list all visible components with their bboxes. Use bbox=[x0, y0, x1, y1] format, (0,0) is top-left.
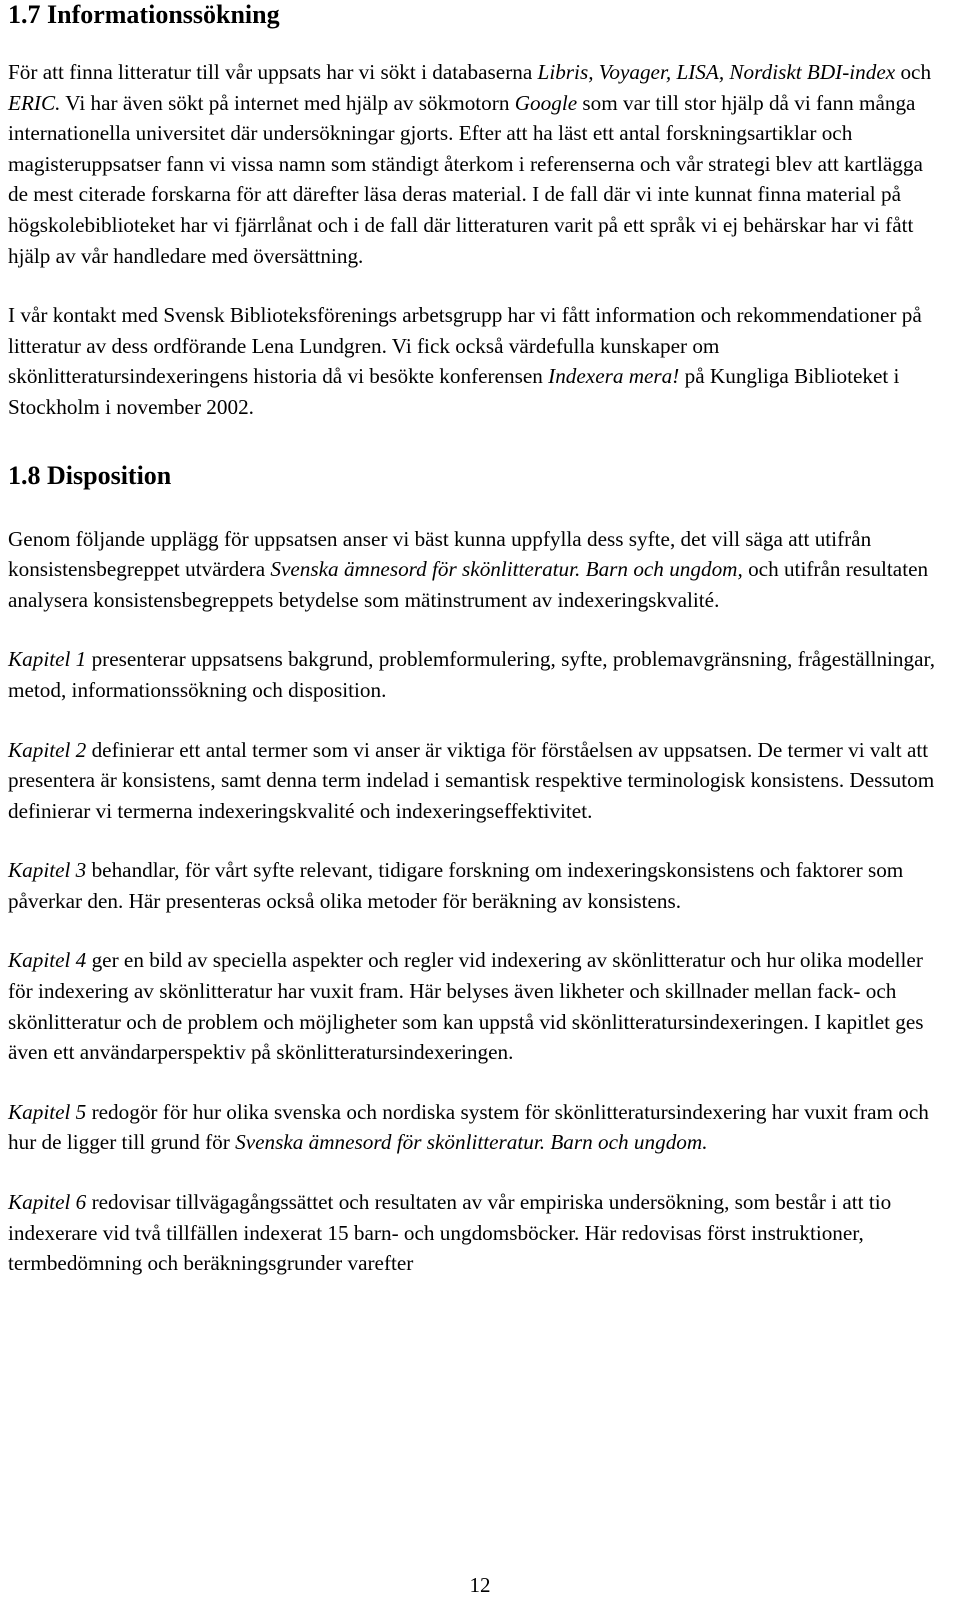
italic-run: Svenska ämnesord för skönlitteratur. Barn och ungdom, bbox=[270, 557, 743, 582]
text-run: I vår kontakt med Svensk Biblioteksförenings arbetsgrupp har vi fått information och rekommendationer på litteratur av dess ordförande Lena Lundgren. Vi fick också värdefulla kunskaper om skönlitteratursindexeringens historia då vi besökte konferensen bbox=[8, 303, 922, 389]
chapter-text: redogör för hur olika svenska och nordiska system för skönlitteratursindexering har vuxit fram och hur de ligger till grund för bbox=[8, 1099, 929, 1155]
text-run: Vi har även sökt på internet med hjälp av sökmotorn bbox=[60, 90, 515, 115]
text-run: För att finna litteratur till vår uppsats har vi sökt i databaserna bbox=[8, 60, 538, 84]
paragraph-informationssokning-2 bbox=[8, 300, 938, 422]
paragraph-kapitel-5 bbox=[8, 1097, 938, 1158]
paragraph-disposition-intro bbox=[8, 524, 938, 616]
chapter-text: redovisar tillvägagångssättet och resultaten av vår empiriska undersökning, som består i att tio indexerare vid två tillfällen indexerat 15 barn- och ungdomsböcker. Här redovisas först instruktioner, termbedömning och beräkningsgrunder varefter bbox=[8, 1190, 892, 1276]
paragraph-kapitel-3 bbox=[8, 855, 938, 916]
paragraph-kapitel-4 bbox=[8, 945, 938, 1067]
text-run: på Kungliga Biblioteket i Stockholm i november 2002. bbox=[8, 364, 900, 419]
italic-run: Google bbox=[514, 90, 578, 115]
chapter-label: Kapitel 1 bbox=[8, 647, 87, 672]
text-run: som var till stor hjälp då vi fann många internationella universitet där undersökningar gjorts. Efter att ha läst ett antal forskningsartiklar och magisteruppsatser fann vi vissa namn som ständigt återkom i referenserna och vår strategi blev att kartlägga de mest citerade forskarna för att därefter läsa deras material. I de fall där vi inte kunnat finna material på högskolebiblioteket har vi fjärrlånat och i de fall där litteraturen varit på ett språk vi ej behärskar har vi fått hjälp av vår handledare med översättning. bbox=[8, 90, 923, 268]
italic-run: ERIC. bbox=[8, 90, 61, 115]
text-run: Genom följande upplägg för uppsatsen anser vi bäst kunna uppfylla dess syfte, det vill säga att utifrån konsistensbegreppet utvärdera bbox=[8, 526, 872, 582]
chapter-label: Kapitel 4 bbox=[8, 948, 87, 973]
text-run: och utifrån resultaten analysera konsistensbegreppets betydelse som mätinstrument av indexeringskvalité. bbox=[8, 557, 929, 612]
chapter-text: presenterar uppsatsens bakgrund, problemformulering, syfte, problemavgränsning, frågeställningar, metod, informationssökning och disposition. bbox=[8, 647, 936, 702]
italic-run: Indexera mera! bbox=[548, 364, 680, 389]
paragraph-kapitel-2 bbox=[8, 735, 938, 827]
section-heading-disposition: 1.8 Disposition bbox=[8, 460, 172, 490]
chapter-label: Kapitel 2 bbox=[8, 737, 87, 762]
italic-run: Svenska ämnesord för skönlitteratur. Barn och ungdom. bbox=[235, 1130, 708, 1155]
section-heading-informationssokning: 1.7 Informationssökning bbox=[8, 0, 280, 29]
paragraph-kapitel-1 bbox=[8, 644, 938, 705]
chapter-text: definierar ett antal termer som vi anser är viktiga för förståelsen av uppsatsen. De termer vi valt att presentera är konsistens, samt denna term indelad i semantisk respektive terminologisk konsistens. Dessutom definierar vi termerna indexeringskvalité och indexeringseffektivitet. bbox=[8, 737, 935, 823]
chapter-label: Kapitel 3 bbox=[8, 858, 87, 883]
chapter-text: behandlar, för vårt syfte relevant, tidigare forskning om indexeringskonsistens och faktorer som påverkar den. Här presenteras också olika metoder för beräkning av konsistens. bbox=[8, 858, 904, 913]
chapter-label: Kapitel 6 bbox=[8, 1190, 87, 1215]
italic-run: Libris, Voyager, LISA, Nordiskt BDI-index bbox=[537, 60, 896, 84]
page-number: 12 bbox=[469, 1573, 491, 1597]
paragraph-informationssokning-1 bbox=[8, 57, 938, 271]
chapter-text: ger en bild av speciella aspekter och regler vid indexering av skönlitteratur och hur olika modeller för indexering av skönlitteratur har vuxit fram. Här belyses även likheter och skillnader mellan fack- och skönlitteratur och de problem och möjligheter som kan uppstå vid skönlitteratursindexeringen. I kapitlet ges även ett användarperspektiv på skönlitteratursindexeringen. bbox=[8, 948, 924, 1065]
text-run: och bbox=[895, 60, 932, 84]
paragraph-kapitel-6 bbox=[8, 1187, 938, 1279]
chapter-label: Kapitel 5 bbox=[8, 1099, 87, 1124]
